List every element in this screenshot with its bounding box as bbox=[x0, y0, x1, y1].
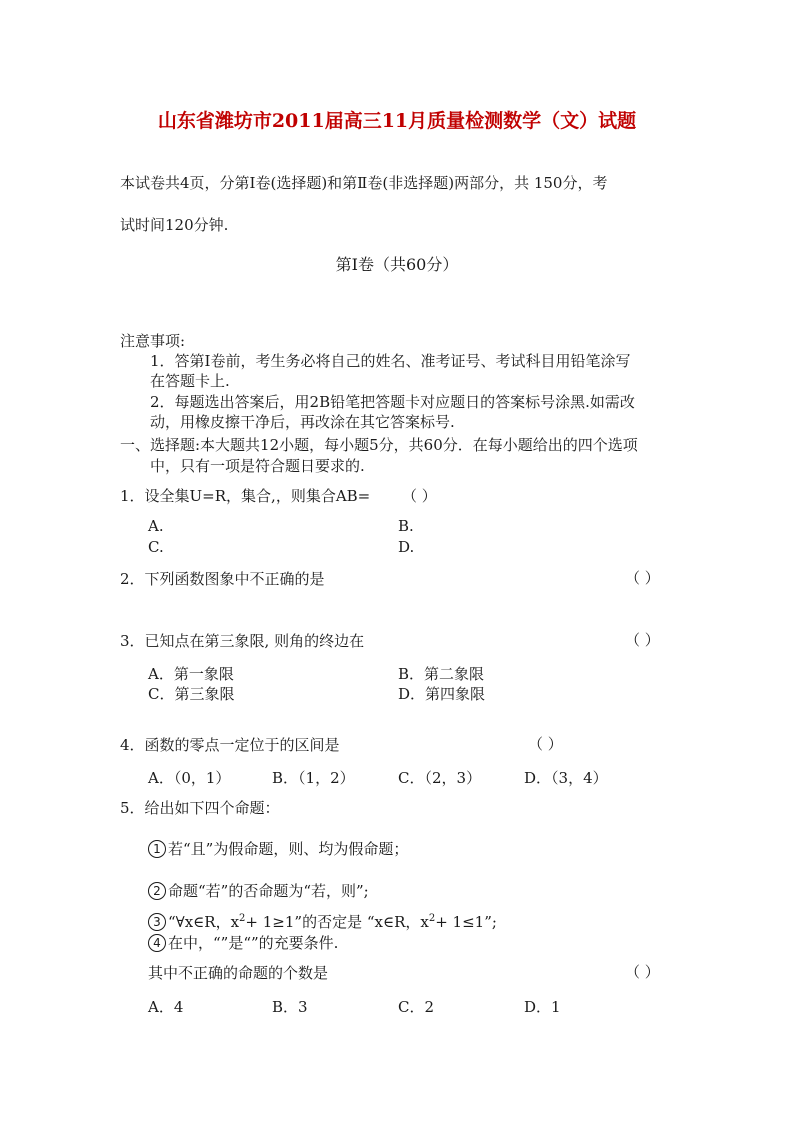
notes-heading: 注意事项: bbox=[120, 332, 186, 350]
q1-option-a: A. bbox=[148, 517, 164, 535]
q3-option-d: D．第四象限 bbox=[398, 685, 486, 703]
q4-option-d: D．（3，4） bbox=[524, 769, 608, 787]
superscript-2: 2 bbox=[428, 913, 436, 924]
q5-option-c: C．2 bbox=[398, 998, 435, 1016]
q1-option-d: D. bbox=[398, 538, 415, 556]
q3-option-b: B．第二象限 bbox=[398, 665, 485, 683]
q3-answer-paren: （ ） bbox=[625, 631, 660, 649]
note-1-line-1: 1．答第Ⅰ卷前，考生务必将自己的姓名、准考证号、考试科目用铅笔涂写 bbox=[150, 352, 631, 370]
q5-proposition-3-text-b: + 1≥1”的否定是 “x∈R，x bbox=[245, 913, 429, 931]
q5-proposition-3-text-c: + 1≤1”; bbox=[435, 913, 497, 931]
circled-number-1: 1 bbox=[148, 840, 166, 858]
q5-question: 其中不正确的命题的个数是 bbox=[148, 964, 329, 982]
q5-proposition-3-text-a: “∀x∈R，x bbox=[168, 913, 240, 931]
q5-proposition-3 bbox=[148, 911, 497, 932]
part1-line-2: 中，只有一项是符合题日要求的. bbox=[150, 457, 365, 475]
q5-proposition-1 bbox=[148, 838, 408, 859]
q5-proposition-4-text: 在中，“”是“”的充要条件. bbox=[168, 934, 339, 952]
note-2-line-1: 2．每题选出答案后，用2B铅笔把答题卡对应题日的答案标号涂黑.如需改 bbox=[150, 393, 635, 411]
q5-option-d: D．1 bbox=[524, 998, 561, 1016]
part1-line-1: 一、选择题:本大题共12小题，每小题5分，共60分．在每小题给出的四个选项 bbox=[120, 436, 638, 454]
q3-stem: 3．已知点在第三象限, 则角的终边在 bbox=[120, 632, 365, 650]
q5-stem: 5．给出如下四个命题： bbox=[120, 799, 280, 817]
q5-answer-paren: （ ） bbox=[625, 963, 660, 981]
note-2-line-2: 动，用橡皮擦干净后，再改涂在其它答案标号. bbox=[150, 413, 455, 431]
q4-option-a: A．（0，1） bbox=[148, 769, 231, 787]
q3-option-c: C．第三象限 bbox=[148, 685, 235, 703]
circled-number-2: 2 bbox=[148, 882, 166, 900]
q5-proposition-2-text: 命题“若”的否命题为“若，则”; bbox=[168, 882, 369, 900]
q1-option-c: C. bbox=[148, 538, 164, 556]
superscript-2: 2 bbox=[239, 913, 246, 924]
q1-stem: 1．设全集U=R，集合,，则集合AB= bbox=[120, 487, 371, 505]
intro-line-1: 本试卷共4页，分第Ⅰ卷(选择题)和第Ⅱ卷(非选择题)两部分，共 150分，考 bbox=[120, 174, 608, 192]
section-title: 第Ⅰ卷（共60分） bbox=[335, 255, 459, 274]
q4-answer-paren: （ ） bbox=[528, 735, 563, 753]
q5-proposition-4 bbox=[148, 932, 338, 953]
q2-answer-paren: （ ） bbox=[625, 569, 660, 587]
q4-option-c: C．（2，3） bbox=[398, 769, 482, 787]
q5-proposition-1-text: 若“且”为假命题，则、均为假命题； bbox=[168, 840, 409, 858]
q5-option-a: A．4 bbox=[148, 998, 184, 1016]
exam-title: 山东省潍坊市2011届高三11月质量检测数学（文）试题 bbox=[157, 110, 637, 132]
circled-number-3: 3 bbox=[148, 913, 166, 931]
circled-number-4: 4 bbox=[148, 934, 166, 952]
q5-proposition-2 bbox=[148, 880, 369, 901]
q5-option-b: B．3 bbox=[272, 998, 308, 1016]
q3-option-a: A．第一象限 bbox=[148, 665, 234, 683]
q1-option-b: B. bbox=[398, 517, 414, 535]
q2-stem: 2．下列函数图象中不正确的是 bbox=[120, 570, 325, 588]
note-1-line-2: 在答题卡上. bbox=[150, 372, 230, 390]
intro-line-2: 试时间120分钟. bbox=[120, 216, 229, 234]
q1-answer-paren: （ ） bbox=[402, 487, 437, 505]
q4-option-b: B．（1，2） bbox=[272, 769, 355, 787]
q4-stem: 4．函数的零点一定位于的区间是 bbox=[120, 736, 340, 754]
